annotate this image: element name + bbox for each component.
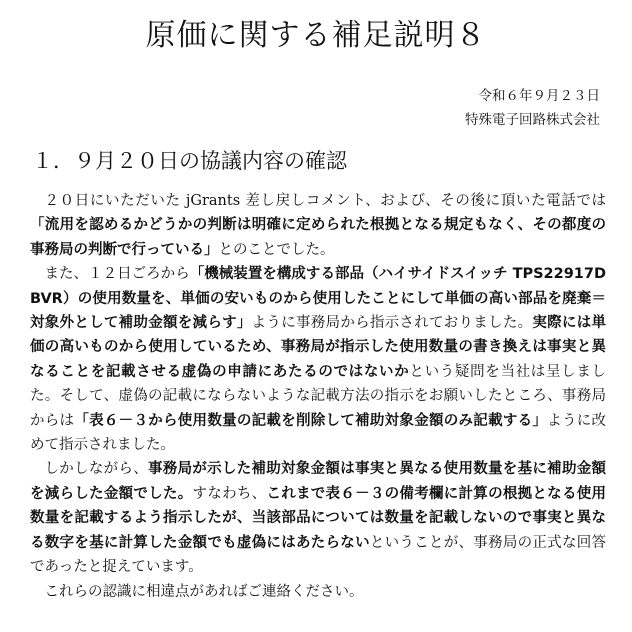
- text-span: とのことでした。: [218, 241, 335, 258]
- text-span: ように改めて指示されました。: [30, 412, 607, 454]
- emphasized-text: これまで表６－３の備考欄に計算の根拠となる使用数量を記載するよう指示したが、当該部品については数量を記載しないので事実と異なる数字を基に計算した金額でも虚偽にはあたらない: [30, 485, 607, 551]
- emphasized-text: 実際には単価の高いものから使用しているため、事務局が指示した使用数量の書き換えは事実と異なることを記載させる虚偽の申請にあたるのではないか: [30, 315, 607, 380]
- document-date: 令和６年９月２３日: [478, 88, 600, 104]
- document-title: 原価に関する補足説明８: [145, 18, 487, 53]
- paragraph: [30, 262, 606, 457]
- text-span: すなわち、: [192, 485, 267, 502]
- emphasized-text: 「流用を認めるかどうかの判断は明確に定められた根拠となる規定もなく、その都度の事務局の判断で行っている」: [30, 217, 606, 258]
- paragraph: [30, 457, 606, 579]
- emphasized-text: 「機械装置を構成する部品（ハイサイドスイッチ TPS22917DBVR）の使用数量を、単価の安いものから使用したことにして単価の高い部品を廃棄＝対象外として補助金額を減らす」: [30, 266, 607, 332]
- document-body: [30, 189, 606, 604]
- section-heading: １．９月２０日の協議内容の確認: [32, 149, 347, 173]
- text-span: しかしながら、: [44, 461, 148, 478]
- text-span: ２０日にいただいた jGrants 差し戻しコメント、および、その後に頂いた電話では: [44, 193, 606, 209]
- paragraph: [30, 189, 606, 262]
- text-span: ということが、事務局の正式な回答であったと捉えています。: [30, 534, 607, 576]
- emphasized-text: 「表６－３から使用数量の記載を削除して補助対象金額のみ記載する」: [74, 412, 548, 429]
- text-span: という疑問を当社は呈しました。そして、虚偽の記載にならないような記載方法の指示をお願いしたところ、事務局からは: [30, 363, 606, 429]
- text-span: ように事務局から指示されておりました。: [251, 315, 533, 332]
- emphasized-text: 事務局が示した補助対象金額は事実と異なる使用数量を基に補助金額を減らした金額でした。: [30, 461, 607, 502]
- text-span: また、１２日ごろから: [44, 266, 190, 283]
- paragraph: [30, 580, 606, 604]
- text-span: これらの認識に相違点があればご連絡ください。: [44, 583, 364, 600]
- company-name: 特殊電子回路株式会社: [465, 112, 600, 128]
- document-meta: [465, 84, 600, 132]
